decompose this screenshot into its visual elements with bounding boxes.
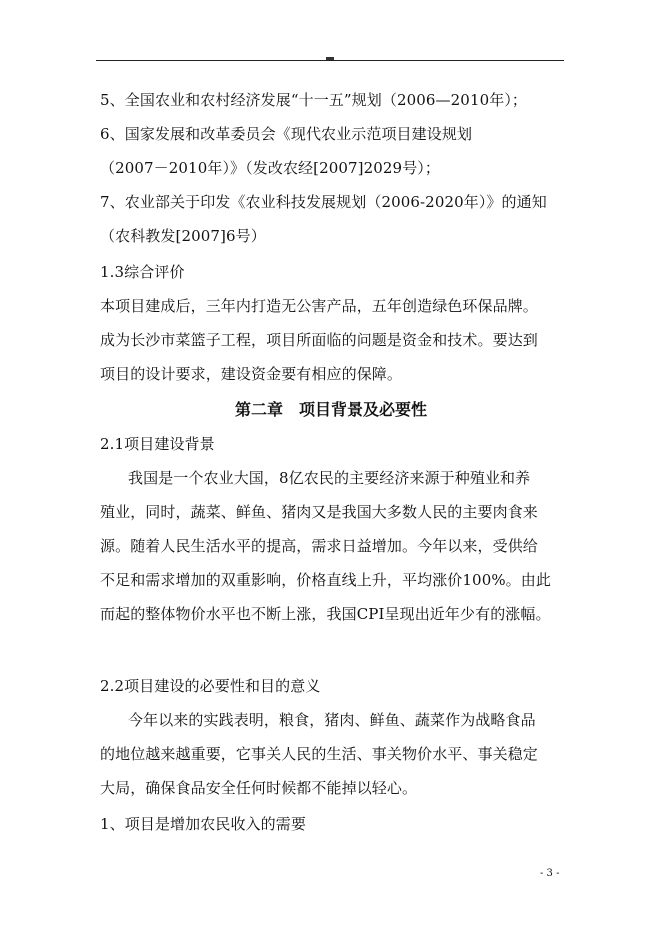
section-2-2-heading: 2.2项目建设的必要性和目的意义 xyxy=(100,677,321,695)
background-paragraph-line-4: 不足和需求增加的双重影响，价格直线上升，平均涨价100%。由此 xyxy=(100,571,551,589)
section-2-1-heading: 2.1项目建设背景 xyxy=(100,435,215,453)
reference-item-5: 5、全国农业和农村经济发展“十一五”规划（2006—2010年）； xyxy=(100,91,528,109)
section-1-3-heading: 1.3综合评价 xyxy=(100,263,185,281)
necessity-item-1: 1、项目是增加农民收入的需要 xyxy=(100,815,306,833)
reference-item-6-continued: （2007－2010年）》（发改农经[2007]2029号）； xyxy=(100,159,441,177)
page-number: - 3 - xyxy=(540,868,560,879)
background-paragraph-line-5: 而起的整体物价水平也不断上涨，我国CPI呈现出近年少有的涨幅。 xyxy=(100,605,551,623)
header-mark xyxy=(326,57,334,60)
background-paragraph-line-1: 我国是一个农业大国，8亿农民的主要经济来源于种殖业和养 xyxy=(128,469,531,487)
necessity-paragraph-line-2: 的地位越来越重要，它事关人民的生活、事关物价水平、事关稳定 xyxy=(100,745,538,763)
chapter-title: 第二章 项目背景及必要性 xyxy=(234,400,427,419)
evaluation-line-1: 本项目建成后，三年内打造无公害产品，五年创造绿色环保品牌。 xyxy=(100,297,538,315)
background-paragraph-line-3: 源。随着人民生活水平的提高，需求日益增加。今年以来，受供给 xyxy=(100,537,538,555)
background-paragraph-line-2: 殖业，同时，蔬菜、鲜鱼、猪肉又是我国大多数人民的主要肉食来 xyxy=(100,503,538,521)
header-rule xyxy=(96,60,564,61)
reference-item-7: 7、农业部关于印发《农业科技发展规划（2006-2020年）》的通知 xyxy=(100,193,547,211)
evaluation-line-3: 项目的设计要求，建设资金要有相应的保障。 xyxy=(100,365,403,383)
evaluation-line-2: 成为长沙市菜篮子工程，项目所面临的问题是资金和技术。要达到 xyxy=(100,331,538,349)
reference-item-6: 6、国家发展和改革委员会《现代农业示范项目建设规划 xyxy=(100,125,473,143)
reference-item-7-continued: （农科教发[2007]6号） xyxy=(100,227,266,245)
necessity-paragraph-line-1: 今年以来的实践表明，粮食，猪肉、鲜鱼、蔬菜作为战略食品 xyxy=(128,711,536,729)
necessity-paragraph-line-3: 大局，确保食品安全任何时候都不能掉以轻心。 xyxy=(100,779,418,797)
